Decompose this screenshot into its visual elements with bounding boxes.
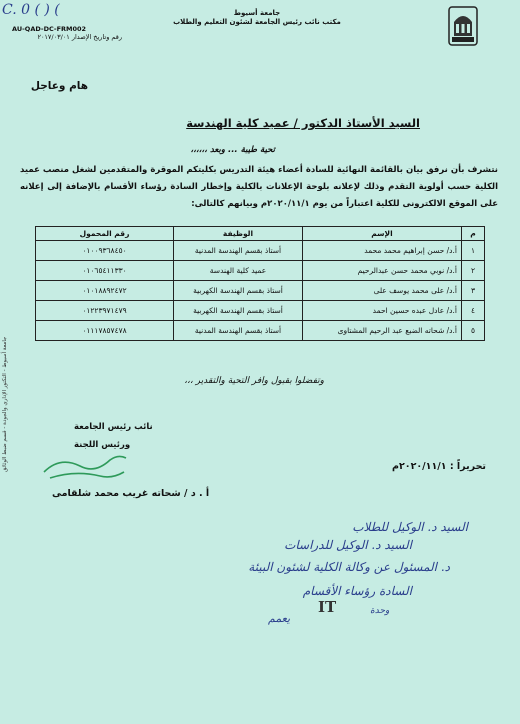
handwritten-top: C. 0 ( ) (: [2, 2, 60, 18]
table-row: [36, 301, 485, 321]
cell-index: ٣: [462, 281, 485, 301]
cell-index: ٢: [462, 261, 485, 281]
university-logo: [448, 6, 478, 46]
cell-name: أ.د/ شحاته الضبع عبد الرحيم المشتاوى: [303, 321, 462, 341]
handwritten-note-5: وحدة: [370, 606, 390, 616]
signature-scribble: [40, 450, 130, 490]
signatory-name: أ . د / شحاته غريب محمد شلقامى: [52, 488, 210, 499]
cell-job: أستاذ بقسم الهندسة المدنية: [174, 241, 303, 261]
urgent-label: هام وعاجل: [30, 80, 88, 92]
handwritten-note-6: يعمم: [268, 612, 291, 625]
written-date: تحريراً : ٢٠٢٠/١١/١م: [392, 461, 486, 472]
committee-title: ورئيس اللجنة: [74, 440, 131, 450]
body-paragraph: نتشرف بأن نرفق بيان بالقائمة النهائية للسادة أعضاء هيئة التدريس بكليتكم الموقرة والمتقدمين لشغل منصب عميد الكلية حسب أولوية التقدم وذلك لإعلانه بلوحة الإعلانات بالكلية وإخطار السادة رؤساء الأقسام بالإضافة إلى إعلانه على الموقع الالكترونى للكلية اعتباراً من يوم ٢٠٢٠/١١/١م وبيانهم كالتالى:: [20, 165, 498, 209]
cell-index: ٤: [462, 301, 485, 321]
table-row: [36, 281, 485, 301]
side-note: جامعة أسيوط - التكتور الإداري والجودة - قسم ضبط الوثائق: [2, 336, 8, 472]
handwritten-it-mark: IT: [318, 598, 337, 616]
handwritten-note-3: د. المسئول عن وكالة الكلية لشئون البيئة: [248, 560, 450, 574]
col-header-index: م: [462, 227, 485, 241]
signatory-title: نائب رئيس الجامعة: [74, 422, 153, 432]
candidates-table: [35, 226, 485, 341]
cell-job: أستاذ بقسم الهندسة الكهربية: [174, 301, 303, 321]
handwritten-note-4: السادة رؤساء الأقسام: [302, 584, 412, 598]
cell-name: أ.د/ على محمد يوسف على: [303, 281, 462, 301]
closing-line: وتفضلوا بقبول وافر التحية والتقدير ،،،: [184, 376, 324, 386]
table-row: [36, 261, 485, 281]
handwritten-note-2: السيد د. الوكيل للدراسات: [284, 538, 412, 552]
cell-job: عميد كلية الهندسة: [174, 261, 303, 281]
recipient: السيد الأستاذ الدكتور / عميد كلية الهندسة: [186, 116, 420, 130]
table-header-row: [36, 227, 485, 241]
cell-job: أستاذ بقسم الهندسة المدنية: [174, 321, 303, 341]
form-date: رقم وتاريخ الإصدار ٢٠١٧/٠٣/٠١: [37, 33, 122, 41]
table-row: [36, 321, 485, 341]
cell-mobile: ٠١١١٧٨٥٧٤٧٨: [36, 321, 174, 341]
col-header-mobile: رقم المحمول: [36, 227, 174, 241]
cell-mobile: ٠١٠٠٩٣٦٨٤٥٠: [36, 241, 174, 261]
cell-name: أ.د/ حسن إبراهيم محمد محمد: [303, 241, 462, 261]
cell-mobile: ٠١٠٦٥٤١١٣٣٠: [36, 261, 174, 281]
greeting: تحية طيبة ... وبعد ،،،،،،: [190, 145, 275, 155]
cell-mobile: ٠١٠١٨٨٩٢٤٧٢: [36, 281, 174, 301]
col-header-name: الإسم: [303, 227, 462, 241]
table-row: [36, 241, 485, 261]
cell-name: أ.د/ نوبي محمد حسن عبدالرحيم: [303, 261, 462, 281]
cell-mobile: ٠١٢٢٣٩٧١٤٧٩: [36, 301, 174, 321]
university-name: جامعة أسيوط: [233, 9, 281, 17]
cell-job: أستاذ بقسم الهندسة الكهربية: [174, 281, 303, 301]
form-code: AU-QAD-DC-FRM002: [12, 25, 87, 33]
cell-index: ١: [462, 241, 485, 261]
cell-index: ٥: [462, 321, 485, 341]
col-header-job: الوظيفة: [174, 227, 303, 241]
handwritten-note-1: السيد د. الوكيل للطلاب: [352, 520, 468, 534]
university-header: [172, 9, 342, 27]
cell-name: أ.د/ عادل عبده حسين احمد: [303, 301, 462, 321]
office-name: مكتب نائب رئيس الجامعة لشئون التعليم والطلاب: [173, 18, 341, 26]
